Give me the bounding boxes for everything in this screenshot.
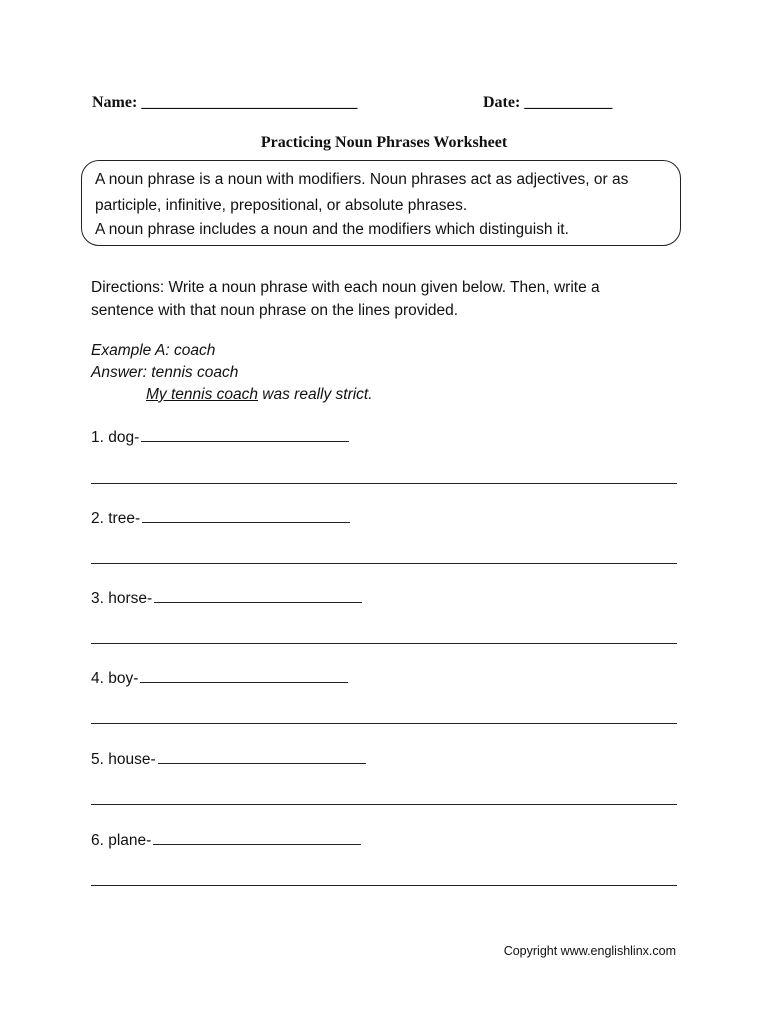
noun-phrase-blank[interactable] [141, 427, 349, 442]
question-4 [91, 668, 348, 688]
question-label: 4. boy- [91, 670, 139, 687]
sentence-line[interactable] [91, 483, 677, 484]
directions-line-1: Directions: Write a noun phrase with each noun given below. Then, write a [91, 279, 600, 296]
example-noun-phrase: My tennis coach [146, 386, 258, 403]
noun-phrase-blank[interactable] [158, 749, 366, 764]
directions-line-2: sentence with that noun phrase on the lines provided. [91, 302, 459, 319]
definition-line-3: A noun phrase includes a noun and the modifiers which distinguish it. [95, 221, 569, 238]
sentence-line[interactable] [91, 804, 677, 805]
example-label: Example A: coach [91, 342, 216, 359]
noun-phrase-blank[interactable] [140, 668, 348, 683]
example-sentence-rest: was really strict. [258, 386, 373, 403]
question-label: 2. tree- [91, 510, 141, 527]
question-5 [91, 749, 366, 769]
definition-line-1: A noun phrase is a noun with modifiers. Noun phrases act as adjectives, or as [95, 171, 629, 188]
date-field[interactable]: Date: ___________ [483, 94, 613, 111]
example-sentence [146, 386, 373, 404]
definition-line-2: participle, infinitive, prepositional, or absolute phrases. [95, 197, 468, 214]
copyright-notice: Copyright www.englishlinx.com [503, 944, 676, 958]
page-title: Practicing Noun Phrases Worksheet [260, 134, 508, 151]
sentence-line[interactable] [91, 885, 677, 886]
noun-phrase-blank[interactable] [142, 508, 350, 523]
question-2 [91, 508, 350, 528]
question-label: 6. plane- [91, 832, 152, 849]
sentence-line[interactable] [91, 563, 677, 564]
noun-phrase-blank[interactable] [154, 588, 362, 603]
question-label: 1. dog- [91, 429, 140, 446]
question-label: 3. horse- [91, 590, 153, 607]
question-label: 5. house- [91, 751, 156, 768]
question-6 [91, 830, 361, 850]
sentence-line[interactable] [91, 643, 677, 644]
example-answer: Answer: tennis coach [91, 364, 239, 381]
question-1 [91, 427, 349, 447]
noun-phrase-blank[interactable] [153, 830, 361, 845]
name-field[interactable]: Name: ___________________________ [92, 94, 358, 111]
question-3 [91, 588, 362, 608]
sentence-line[interactable] [91, 723, 677, 724]
